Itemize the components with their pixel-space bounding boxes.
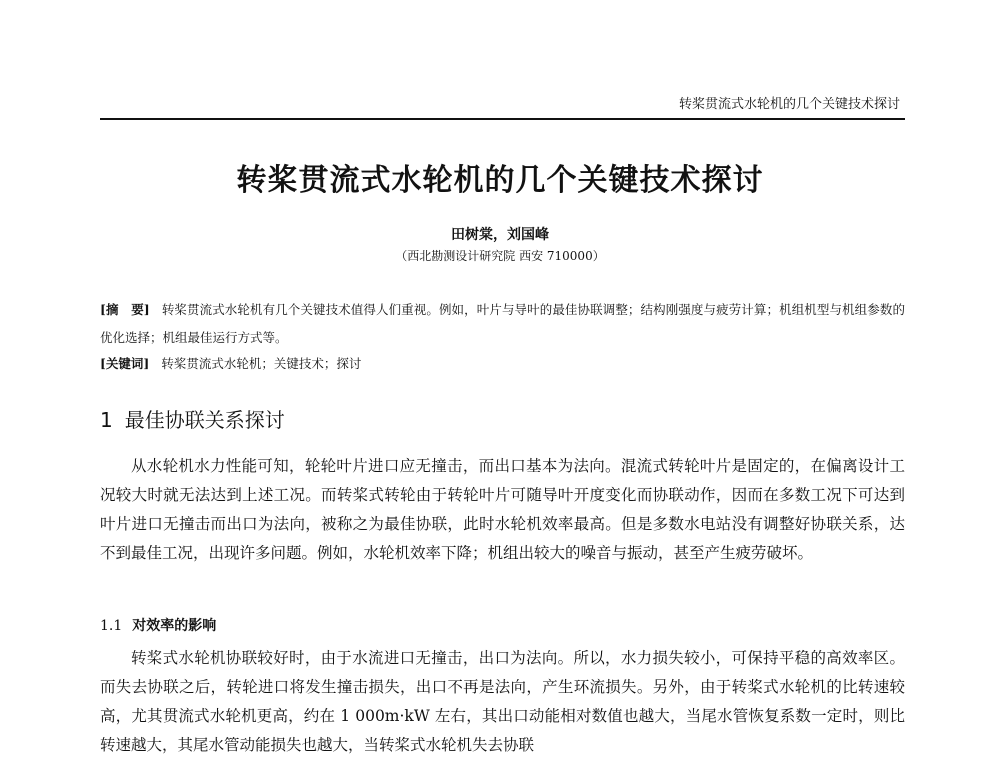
section-number: 1 xyxy=(100,408,113,432)
header-rule xyxy=(100,118,905,120)
affiliation: （西北勘测设计研究院 西安 710000） xyxy=(395,249,605,263)
paper-title: 转桨贯流式水轮机的几个关键技术探讨 xyxy=(236,163,764,198)
section-1-paragraph: 从水轮机水力性能可知，轮轮叶片进口应无撞击，而出口基本为法向。混流式转轮叶片是固定的，在偏离设计工况较大时就无法达到上述工况。而转桨式转轮由于转轮叶片可随导叶开度变化而协联动作，因而在多数工况下可达到叶片进口无撞击而出口为法向，被称之为最佳协联，此时水轮机效率最高。但是多数水电站没有调整好协联关系，达不到最佳工况，出现许多问题。例如，水轮机效率下降；机组出较大的噪音与振动，甚至产生疲劳破坏。 xyxy=(100,457,905,562)
running-header: 转桨贯流式水轮机的几个关键技术探讨 xyxy=(678,97,900,112)
authors: 田树棠，刘国峰 xyxy=(451,227,549,243)
subsection-title: 对效率的影响 xyxy=(132,618,217,634)
subsection-heading-1-1 xyxy=(100,614,905,638)
section-title: 最佳协联关系探讨 xyxy=(124,408,285,432)
section-heading-1 xyxy=(100,404,905,436)
keywords-label: [关键词] xyxy=(100,356,150,371)
abstract-label: [摘 要] xyxy=(100,302,150,317)
subsection-number: 1.1 xyxy=(100,618,123,634)
keywords-text: 转桨贯流式水轮机；关键技术；探讨 xyxy=(161,356,362,371)
abstract-text: 转桨贯流式水轮机有几个关键技术值得人们重视。例如，叶片与导叶的最佳协联调整；结构刚强度与疲劳计算；机组机型与机组参数的优化选择；机组最佳运行方式等。 xyxy=(100,302,905,345)
abstract xyxy=(100,296,905,352)
subsection-1-1-paragraph: 转桨式水轮机协联较好时，由于水流进口无撞击，出口为法向。所以，水力损失较小，可保持平稳的高效率区。而失去协联之后，转轮进口将发生撞击损失，出口不再是法向，产生环流损失。另外，由于转桨式水轮机的比转速较高，尤其贯流式水轮机更高，约在 1 000m·kW 左右，其出口动能相对数值也越大，当尾水管恢复系数一定时，则比转速越大，其尾水管动能损失也越大，当转桨式水轮机失去协联 xyxy=(100,649,905,754)
keywords xyxy=(100,352,905,376)
